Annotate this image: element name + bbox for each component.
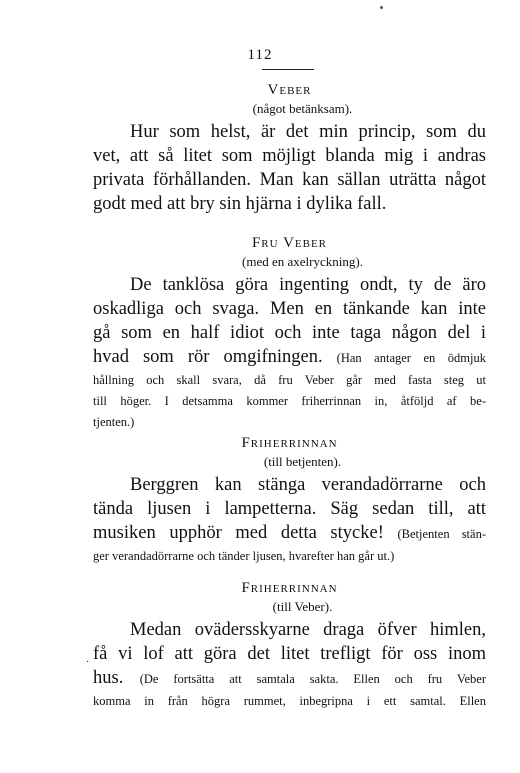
stage-direction-line: komma in från högra rummet, inbegripna i ett samtal. Ellen [93, 694, 486, 708]
dialogue-section-friherrinnan-2 [93, 578, 486, 712]
speech-line: Berggren kan stänga verandadörrarne och [130, 475, 486, 495]
print-speck [380, 6, 383, 9]
speech-line: Medan ovädersskyarne draga öfver himlen, [130, 620, 486, 640]
speaker-name: Friherrinnan [241, 435, 338, 451]
page-number-rule [262, 69, 314, 70]
margin-pencil-mark: . [86, 651, 89, 665]
speaker-name: Fru Veber [251, 235, 328, 251]
stage-direction: (De fortsätta att samtala sakta. Ellen och fru Veber [139, 672, 487, 686]
speech-line: tända ljusen i lampetterna. Säg sedan till, att [93, 499, 486, 519]
speech-line: De tanklösa göra ingenting ondt, ty de äro [130, 275, 486, 295]
stage-direction: (Betjenten stän- [397, 527, 486, 541]
speech-fragment: hus. [93, 668, 124, 688]
speaker-direction: (något betänksam). [252, 101, 353, 116]
speech-line: oskadliga och svaga. Men en tänkande kan inte [93, 299, 486, 319]
stage-direction: (Han antager en ödmjuk [336, 351, 486, 365]
speech-text [93, 273, 486, 433]
speech-line: få vi lof att göra det litet trefligt för oss inom [93, 644, 486, 664]
speech-text [93, 618, 486, 712]
stage-direction-line: till höger. I detsamma kommer friherrinnan in, åtföljd af be- [93, 394, 486, 408]
speech-line: privata förhållanden. Man kan sällan uträtta något [93, 170, 486, 190]
dialogue-section-friherrinnan-1 [93, 433, 486, 567]
speech-fragment: hvad som rör omgifningen. [93, 347, 323, 367]
speaker-name: Veber [267, 82, 312, 98]
speech-text [93, 120, 486, 216]
speech-fragment: musiken upphör med detta stycke! [93, 523, 384, 543]
dialogue-section-veber [93, 80, 486, 216]
speech-line [93, 345, 486, 370]
speech-text [93, 473, 486, 567]
speaker-name: Friherrinnan [241, 580, 338, 596]
stage-direction-line: tjenten.) [93, 415, 135, 429]
speech-line [93, 521, 486, 546]
stage-direction-line: ger verandadörrarne och tänder ljusen, hvarefter han går ut.) [93, 549, 395, 563]
dialogue-section-fru-veber [93, 233, 486, 433]
speech-line: godt med att bry sin hjärna i dylika fall. [93, 194, 387, 214]
speech-line: vet, att så litet som möjligt blanda mig i andras [93, 146, 486, 166]
speaker-direction: (till betjenten). [263, 454, 342, 469]
stage-direction-line: hållning och skall svara, då fru Veber går med fasta steg ut [93, 373, 486, 387]
page-number: 112 [247, 47, 273, 63]
speech-line: gå som en half idiot och inte taga någon del i [93, 323, 486, 343]
speaker-direction: (till Veber). [272, 599, 333, 614]
speech-line: Hur som helst, är det min princip, som du [130, 122, 486, 142]
speaker-direction: (med en axelryckning). [242, 254, 363, 269]
speech-line [93, 666, 486, 691]
